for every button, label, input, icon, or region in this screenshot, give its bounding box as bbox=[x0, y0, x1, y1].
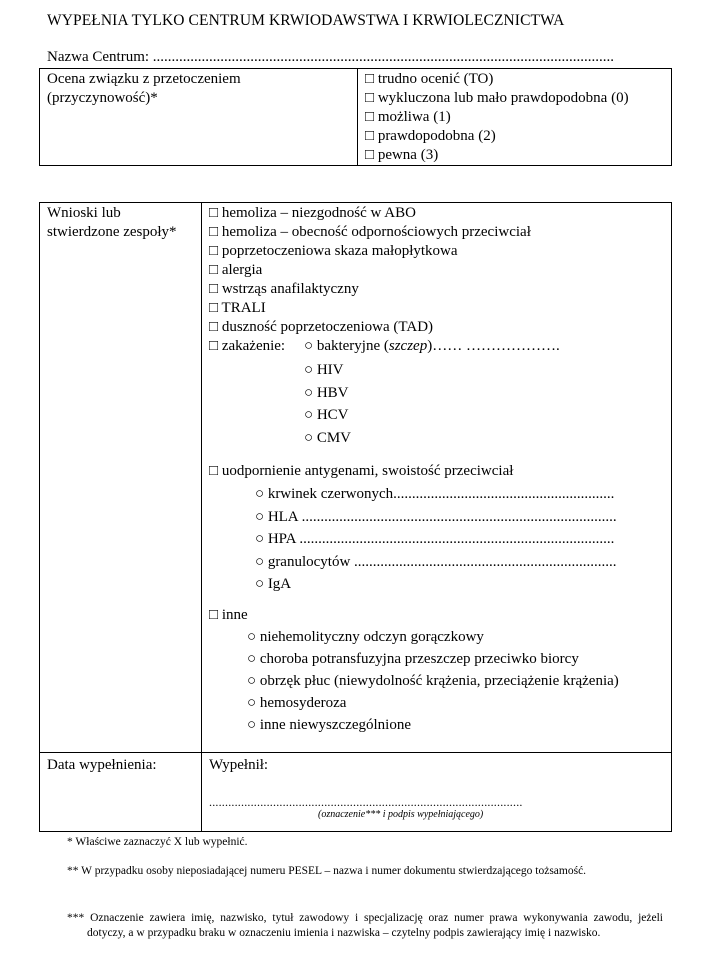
form-title: WYPEŁNIA TYLKO CENTRUM KRWIODAWSTWA I KRWIOLECZNICTWA bbox=[47, 12, 565, 29]
checkbox-hemolysis-antibodies[interactable]: □ hemoliza – obecność odpornościowych przeciwciał bbox=[209, 223, 531, 242]
radio-rbc[interactable]: ○ krwinek czerwonych........................................................... bbox=[255, 483, 617, 506]
radio-hpa[interactable]: ○ HPA .................................................................................... bbox=[255, 528, 617, 551]
radio-unspecified[interactable]: ○ inne niewyszczególnione bbox=[247, 714, 619, 736]
radio-hcv[interactable]: ○ HCV bbox=[304, 404, 351, 427]
radio-granulocytes[interactable]: ○ granulocytów ...................................................................... bbox=[255, 551, 617, 574]
immunization-options bbox=[255, 483, 617, 596]
checkbox-anaphylaxis[interactable]: □ wstrząs anafilaktyczny bbox=[209, 280, 531, 299]
radio-hla[interactable]: ○ HLA .................................................................................... bbox=[255, 506, 617, 529]
checkbox-excluded[interactable]: □ wykluczona lub mało prawdopodobna (0) bbox=[365, 89, 629, 108]
checkbox-hemolysis-abo[interactable]: □ hemoliza – niezgodność w ABO bbox=[209, 204, 531, 223]
assessment-options bbox=[365, 70, 629, 165]
assessment-divider bbox=[357, 68, 358, 166]
checkbox-immunization[interactable]: □ uodpornienie antygenami, swoistość przeciwciał bbox=[209, 462, 513, 481]
checkbox-certain[interactable]: □ pewna (3) bbox=[365, 146, 629, 165]
radio-bacterial[interactable]: ○ bakteryjne (szczep)…… ………………. bbox=[304, 337, 560, 356]
checkbox-probable[interactable]: □ prawdopodobna (2) bbox=[365, 127, 629, 146]
assessment-label: Ocena związku z przetoczeniem (przyczynowość)* bbox=[47, 71, 241, 106]
checkbox-thrombocytopenia[interactable]: □ poprzetoczeniowa skaza małopłytkowa bbox=[209, 242, 531, 261]
footnote-2: ** W przypadku osoby nieposiadającej numeru PESEL – nazwa i numer dokumentu stwierdzającego tożsamość. bbox=[67, 865, 587, 877]
other-options bbox=[247, 626, 619, 736]
conclusions-label: Wnioski lub stwierdzone zespoły* bbox=[47, 205, 177, 240]
checkbox-infection[interactable]: □ zakażenie: bbox=[209, 337, 285, 356]
checkbox-trali[interactable]: □ TRALI bbox=[209, 299, 531, 318]
conclusions-items bbox=[209, 204, 531, 337]
checkbox-possible[interactable]: □ możliwa (1) bbox=[365, 108, 629, 127]
radio-pulmonary-edema[interactable]: ○ obrzęk płuc (niewydolność krążenia, przeciążenie krążenia) bbox=[247, 670, 619, 692]
footnote-1: * Właściwe zaznaczyć X lub wypełnić. bbox=[67, 836, 248, 848]
radio-hbv[interactable]: ○ HBV bbox=[304, 382, 351, 405]
radio-gvhd[interactable]: ○ choroba potransfuzyjna przeszczep przeciwko biorcy bbox=[247, 648, 619, 670]
checkbox-tad[interactable]: □ duszność poprzetoczeniowa (TAD) bbox=[209, 318, 531, 337]
filled-by-label: Wypełnił: bbox=[209, 757, 269, 773]
signature-row-divider bbox=[39, 752, 672, 753]
checkbox-allergy[interactable]: □ alergia bbox=[209, 261, 531, 280]
date-label: Data wypełnienia: bbox=[47, 757, 157, 773]
checkbox-other[interactable]: □ inne bbox=[209, 606, 248, 625]
radio-hiv[interactable]: ○ HIV bbox=[304, 359, 351, 382]
checkbox-to[interactable]: □ trudno ocenić (TO) bbox=[365, 70, 629, 89]
signature-line[interactable]: .................................................................................................. bbox=[209, 795, 523, 809]
center-name-field[interactable]: Nazwa Centrum: ........................................................................................................................... bbox=[47, 49, 615, 65]
radio-cmv[interactable]: ○ CMV bbox=[304, 427, 351, 450]
infection-options bbox=[304, 359, 351, 449]
radio-hemosiderosis[interactable]: ○ hemosyderoza bbox=[247, 692, 619, 714]
signature-caption: (oznaczenie*** i podpis wypełniającego) bbox=[318, 809, 484, 820]
conclusions-divider bbox=[201, 202, 202, 832]
footnote-3: *** Oznaczenie zawiera imię, nazwisko, tytuł zawodowy i specjalizację oraz numer prawa wykonywania zawodu, jeżeli dotyczy, a w przypadku braku w oznaczeniu imienia i nazwiska – czytelny podpis zawierający imię i nazwisko. bbox=[67, 912, 663, 939]
radio-febrile[interactable]: ○ niehemolityczny odczyn gorączkowy bbox=[247, 626, 619, 648]
radio-iga[interactable]: ○ IgA bbox=[255, 573, 617, 596]
